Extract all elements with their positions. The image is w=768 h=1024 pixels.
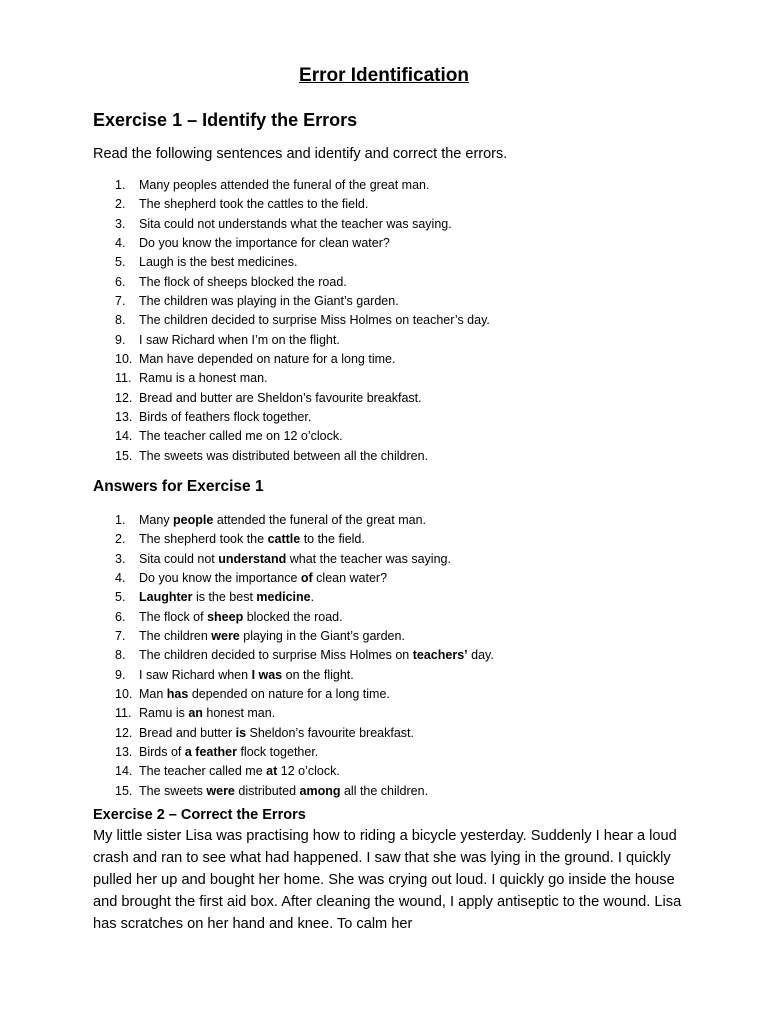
list-item [93, 608, 494, 627]
list-item-text [139, 745, 318, 759]
answer-text: Sheldon’s favourite breakfast. [246, 725, 414, 740]
list-item-number: 14. [115, 764, 133, 779]
list-item [93, 666, 494, 685]
answer-text: all the children. [340, 783, 429, 798]
list-item [93, 176, 490, 195]
correction-text: a feather [184, 745, 237, 760]
answer-text: Many [139, 513, 174, 527]
correction-text: of [300, 571, 313, 586]
list-item-number: 9. [115, 667, 126, 682]
correction-text: sheep [207, 609, 244, 624]
list-item-number: 13. [115, 410, 133, 425]
list-item [93, 550, 494, 569]
list-item-text: The children was playing in the Giant’s garden. [139, 294, 399, 309]
list-item-number: 11. [115, 371, 132, 386]
list-item-text [139, 629, 405, 643]
list-item-number: 12. [115, 390, 133, 405]
answer-text: honest man. [202, 706, 276, 721]
answer-text: playing in the Giant’s garden. [239, 629, 405, 644]
list-item [93, 253, 490, 272]
list-item-number: 1. [115, 513, 126, 527]
list-item-number: 15. [115, 783, 133, 798]
list-item-number: 3. [115, 551, 126, 566]
list-item-text [139, 784, 428, 798]
list-item [93, 195, 490, 214]
exercise1-list [93, 176, 490, 466]
answer-text: Birds of [139, 745, 185, 760]
correction-text: is [235, 725, 247, 740]
list-item-number: 1. [115, 178, 126, 192]
answer-text: The shepherd took the [139, 532, 268, 547]
list-item-text: The teacher called me on 12 o’clock. [139, 429, 343, 444]
correction-text: among [299, 783, 341, 798]
list-item-text: The children decided to surprise Miss Holmes on teacher’s day. [139, 313, 490, 328]
list-item [93, 704, 494, 723]
correction-text: understand [218, 551, 287, 566]
list-item-number: 7. [115, 294, 126, 309]
list-item-text: Laugh is the best medicines. [139, 255, 298, 270]
list-item-number: 3. [115, 216, 126, 231]
list-item-number: 8. [115, 648, 126, 663]
answer-text: day. [467, 648, 494, 663]
list-item-text: Ramu is a honest man. [139, 371, 268, 386]
list-item-text [139, 552, 451, 566]
answer-text: to the field. [300, 532, 365, 547]
correction-text: medicine [256, 590, 311, 605]
answer-text: Bread and butter [139, 725, 236, 740]
list-item-text [139, 590, 314, 604]
answer-text: flock together. [236, 745, 319, 760]
answer-text: The sweets [139, 783, 207, 798]
list-item-number: 5. [115, 590, 126, 605]
list-item-text: The shepherd took the cattles to the field. [139, 197, 369, 212]
list-item [93, 234, 490, 253]
list-item [93, 588, 494, 607]
list-item-text [139, 610, 343, 624]
answer-text: clean water? [312, 571, 388, 586]
list-item-number: 15. [115, 448, 133, 463]
correction-text: people [173, 513, 214, 527]
list-item-number: 8. [115, 313, 126, 328]
list-item-number: 9. [115, 332, 126, 347]
list-item [93, 530, 494, 549]
correction-text: Laughter [139, 590, 193, 605]
list-item [93, 627, 494, 646]
list-item-text: Bread and butter are Sheldon’s favourite breakfast. [139, 390, 422, 405]
correction-text: were [206, 783, 235, 798]
list-item-number: 14. [115, 429, 133, 444]
correction-text: were [211, 629, 240, 644]
list-item [93, 511, 494, 530]
answer-text: Do you know the importance [139, 571, 301, 586]
answer-text: attended the funeral of the great man. [213, 513, 426, 527]
list-item [93, 724, 494, 743]
exercise2-paragraph: My little sister Lisa was practising how to riding a bicycle yesterday. Suddenly I hear a loud crash and ran to see what had happened. I saw that she was lying in the ground. I quickly pulled her up and bought her home. She was crying out loud. I quickly go inside the house and brought the first aid box. After cleaning the wound, I apply antiseptic to the wound. Lisa has scratches on her hand and knee. To calm her [93, 828, 682, 932]
list-item-text: Do you know the importance for clean water? [139, 236, 390, 251]
answers1-heading: Answers for Exercise 1 [93, 478, 264, 495]
correction-text: has [166, 687, 189, 702]
list-item-number: 6. [115, 609, 126, 624]
answer-text: The children [139, 629, 212, 644]
list-item [93, 646, 494, 665]
list-item-number: 11. [115, 706, 132, 721]
list-item-text [139, 706, 275, 720]
answer-text: The flock of [139, 609, 208, 624]
list-item-text: Sita could not understands what the teacher was saying. [139, 216, 452, 231]
list-item-text: I saw Richard when I’m on the flight. [139, 332, 340, 347]
list-item [93, 292, 490, 311]
correction-text: I was [251, 667, 283, 682]
page-title: Error Identification [299, 65, 469, 86]
list-item-text [139, 726, 414, 740]
list-item [93, 273, 490, 292]
list-item [93, 311, 490, 330]
list-item [93, 447, 490, 466]
list-item-text: Many peoples attended the funeral of the great man. [139, 178, 430, 192]
list-item-number: 2. [115, 197, 126, 212]
list-item [93, 427, 490, 446]
list-item [93, 389, 490, 408]
list-item [93, 408, 490, 427]
list-item [93, 685, 494, 704]
list-item [93, 215, 490, 234]
answer-text: is the best [192, 590, 257, 605]
answer-text: what the teacher was saying. [286, 551, 451, 566]
exercise1-heading: Exercise 1 – Identify the Errors [93, 110, 358, 130]
answer-text: distributed [234, 783, 300, 798]
list-item-text: The flock of sheeps blocked the road. [139, 274, 347, 289]
list-item-text [139, 571, 387, 585]
list-item-number: 5. [115, 255, 126, 270]
list-item [93, 743, 494, 762]
answer-text: Sita could not [139, 551, 219, 566]
list-item-number: 10. [115, 352, 133, 367]
answer-text: 12 o’clock. [277, 764, 340, 779]
list-item [93, 569, 494, 588]
correction-text: at [266, 764, 278, 779]
answer-text: depended on nature for a long time. [188, 687, 390, 702]
list-item-number: 12. [115, 725, 133, 740]
list-item-text [139, 687, 390, 701]
answer-text: Man [139, 687, 167, 702]
answers1-list [93, 511, 494, 801]
list-item-number: 6. [115, 274, 126, 289]
exercise1-instruction: Read the following sentences and identify and correct the errors. [93, 146, 508, 162]
list-item-text: The sweets was distributed between all the children. [139, 448, 429, 463]
list-item [93, 369, 490, 388]
list-item-text: Birds of feathers flock together. [139, 410, 312, 425]
correction-text: an [188, 706, 203, 721]
list-item-number: 7. [115, 629, 126, 644]
list-item-text [139, 532, 365, 546]
correction-text: cattle [267, 532, 301, 547]
answer-text: blocked the road. [243, 609, 343, 624]
list-item-number: 4. [115, 571, 126, 586]
list-item-number: 13. [115, 745, 133, 760]
list-item [93, 331, 490, 350]
list-item-text [139, 648, 494, 662]
list-item-number: 10. [115, 687, 133, 702]
answer-text: on the flight. [282, 667, 354, 682]
answer-text: The teacher called me [139, 764, 267, 779]
exercise2-heading: Exercise 2 – Correct the Errors [93, 807, 306, 823]
correction-text: teachers’ [412, 648, 468, 663]
answer-text: Ramu is [139, 706, 189, 721]
list-item [93, 350, 490, 369]
list-item-text [139, 513, 426, 527]
answer-text: I saw Richard when [139, 667, 252, 682]
list-item-text [139, 668, 354, 682]
list-item-text [139, 764, 340, 778]
list-item [93, 762, 494, 781]
answer-text: . [310, 590, 315, 605]
list-item-text: Man have depended on nature for a long time. [139, 352, 396, 367]
answer-text: The children decided to surprise Miss Holmes on [139, 648, 413, 663]
list-item-number: 2. [115, 532, 126, 547]
list-item [93, 782, 494, 801]
list-item-number: 4. [115, 236, 126, 251]
